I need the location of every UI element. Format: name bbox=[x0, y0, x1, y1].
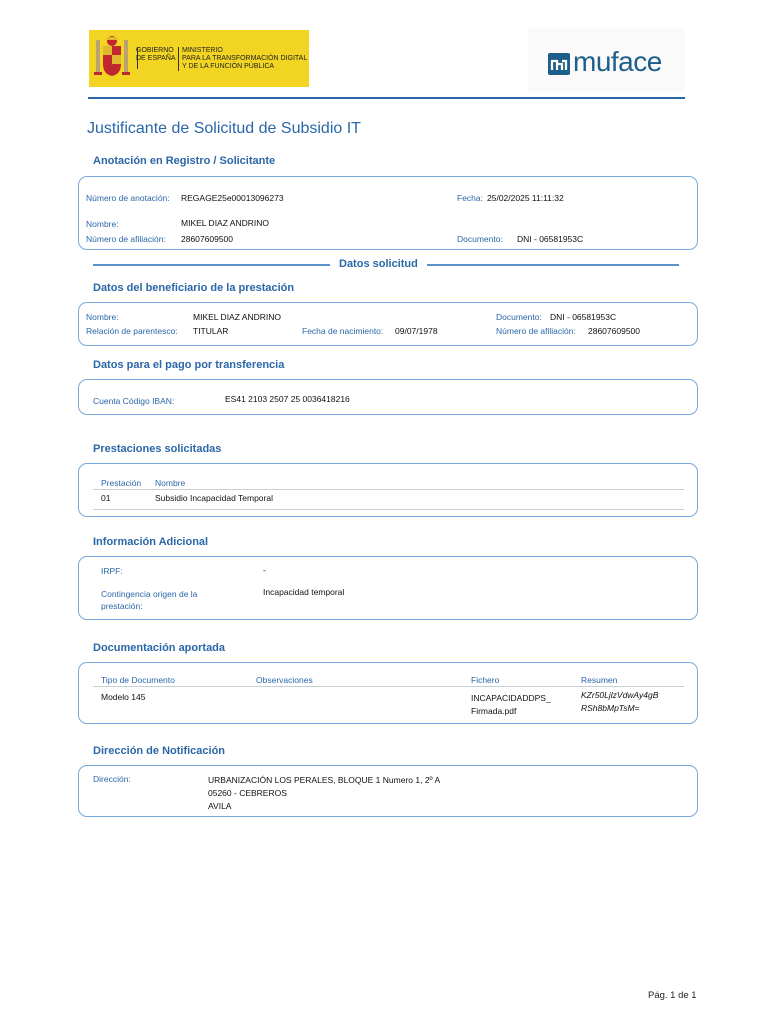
fecha-label: Fecha: bbox=[457, 193, 483, 203]
row-prestacion: 01 bbox=[101, 493, 111, 503]
section-title-pago: Datos para el pago por transferencia bbox=[93, 359, 285, 371]
divider-left bbox=[93, 264, 330, 266]
documento-label: Documento: bbox=[457, 234, 503, 244]
ben-afiliacion-label: Número de afiliación: bbox=[496, 326, 576, 336]
ben-nacimiento-label: Fecha de nacimiento: bbox=[302, 326, 384, 336]
coat-of-arms-icon bbox=[92, 34, 132, 82]
muface-logo-icon bbox=[548, 53, 570, 75]
gov-line-2: DE ESPAÑA bbox=[136, 55, 176, 62]
col-tipo-header: Tipo de Documento bbox=[101, 675, 175, 685]
afiliacion-label: Número de afiliación: bbox=[86, 234, 166, 244]
num-anotacion-label: Número de anotación: bbox=[86, 193, 170, 203]
col-resumen-header: Resumen bbox=[581, 675, 618, 685]
row-fichero-line-2: Firmada.pdf bbox=[471, 706, 517, 716]
col-nombre-header: Nombre bbox=[155, 478, 186, 488]
section-title-notificacion: Dirección de Notificación bbox=[93, 745, 226, 757]
nombre-value: MIKEL DIAZ ANDRINO bbox=[181, 218, 270, 228]
row-tipo: Modelo 145 bbox=[101, 692, 146, 702]
contingencia-label-line-1: Contingencia origen de la bbox=[101, 589, 198, 599]
ben-afiliacion-value: 28607609500 bbox=[588, 326, 641, 336]
muface-logo bbox=[528, 28, 685, 92]
section-title-documentacion: Documentación aportada bbox=[93, 642, 226, 654]
prestaciones-row-rule bbox=[93, 509, 684, 510]
documento-value: DNI - 06581953C bbox=[517, 234, 584, 244]
col-observaciones-header: Observaciones bbox=[256, 675, 313, 685]
registro-box bbox=[78, 176, 698, 250]
row-fichero-line-1: INCAPACIDADDPS_ bbox=[471, 693, 551, 703]
direccion-line-1: URBANIZACIÓN LOS PERALES, BLOQUE 1 Numero 1, 2º A bbox=[208, 775, 441, 785]
direccion-label: Dirección: bbox=[93, 774, 131, 784]
num-anotacion-value: REGAGE25e00013096273 bbox=[181, 193, 284, 203]
iban-label: Cuenta Código IBAN: bbox=[93, 396, 175, 406]
header-rule bbox=[88, 97, 685, 99]
row-resumen bbox=[581, 689, 658, 715]
row-resumen-line-1: KZr50LjlzVdwAy4gB bbox=[581, 690, 659, 700]
ben-parentesco-label: Relación de parentesco: bbox=[86, 326, 178, 336]
row-fichero bbox=[471, 692, 551, 718]
col-prestacion-header: Prestación bbox=[101, 478, 142, 488]
irpf-value: - bbox=[263, 565, 266, 575]
afiliacion-value: 28607609500 bbox=[181, 234, 234, 244]
row-nombre: Subsidio Incapacidad Temporal bbox=[155, 493, 273, 503]
ministry-line-1: MINISTERIO bbox=[182, 47, 223, 54]
beneficiario-box bbox=[78, 302, 698, 346]
col-fichero-header: Fichero bbox=[471, 675, 500, 685]
direccion-value bbox=[208, 774, 440, 813]
ben-documento-label: Documento: bbox=[496, 312, 542, 322]
ben-parentesco-value: TITULAR bbox=[193, 326, 229, 336]
contingencia-value: Incapacidad temporal bbox=[263, 587, 345, 597]
divider-right bbox=[427, 264, 679, 266]
ben-nombre-value: MIKEL DIAZ ANDRINO bbox=[193, 312, 282, 322]
ben-nombre-label: Nombre: bbox=[86, 312, 119, 322]
direccion-line-3: AVILA bbox=[208, 801, 232, 811]
irpf-label: IRPF: bbox=[101, 566, 123, 576]
contingencia-label bbox=[101, 588, 197, 612]
section-title-info-adicional: Información Adicional bbox=[93, 536, 209, 548]
iban-value: ES41 2103 2507 25 0036418216 bbox=[225, 394, 350, 404]
ben-documento-value: DNI - 06581953C bbox=[550, 312, 617, 322]
section-title-registro: Anotación en Registro / Solicitante bbox=[93, 155, 276, 167]
page-number: Pág. 1 de 1 bbox=[648, 990, 697, 1001]
page-title: Justificante de Solicitud de Subsidio IT bbox=[87, 120, 361, 137]
direccion-line-2: 05260 - CEBREROS bbox=[208, 788, 287, 798]
row-resumen-line-2: RSh8bMpTsM= bbox=[581, 703, 640, 713]
section-title-prestaciones: Prestaciones solicitadas bbox=[93, 443, 222, 455]
gov-line-1: GOBIERNO bbox=[136, 47, 174, 54]
fecha-value: 25/02/2025 11:11:32 bbox=[487, 193, 564, 203]
datos-solicitud-divider-label: Datos solicitud bbox=[339, 258, 418, 270]
table-row bbox=[93, 490, 684, 510]
muface-wordmark: muface bbox=[573, 46, 662, 77]
contingencia-label-line-2: prestación: bbox=[101, 601, 143, 611]
ministry-line-3: Y DE LA FUNCIÓN PÚBLICA bbox=[182, 63, 275, 70]
section-title-beneficiario: Datos del beneficiario de la prestación bbox=[93, 282, 295, 294]
gobierno-logo-banner bbox=[89, 30, 309, 87]
nombre-label: Nombre: bbox=[86, 219, 119, 229]
ministry-line-2: PARA LA TRANSFORMACIÓN DIGITAL bbox=[182, 55, 308, 62]
table-row bbox=[93, 687, 684, 719]
ben-nacimiento-value: 09/07/1978 bbox=[395, 326, 438, 336]
